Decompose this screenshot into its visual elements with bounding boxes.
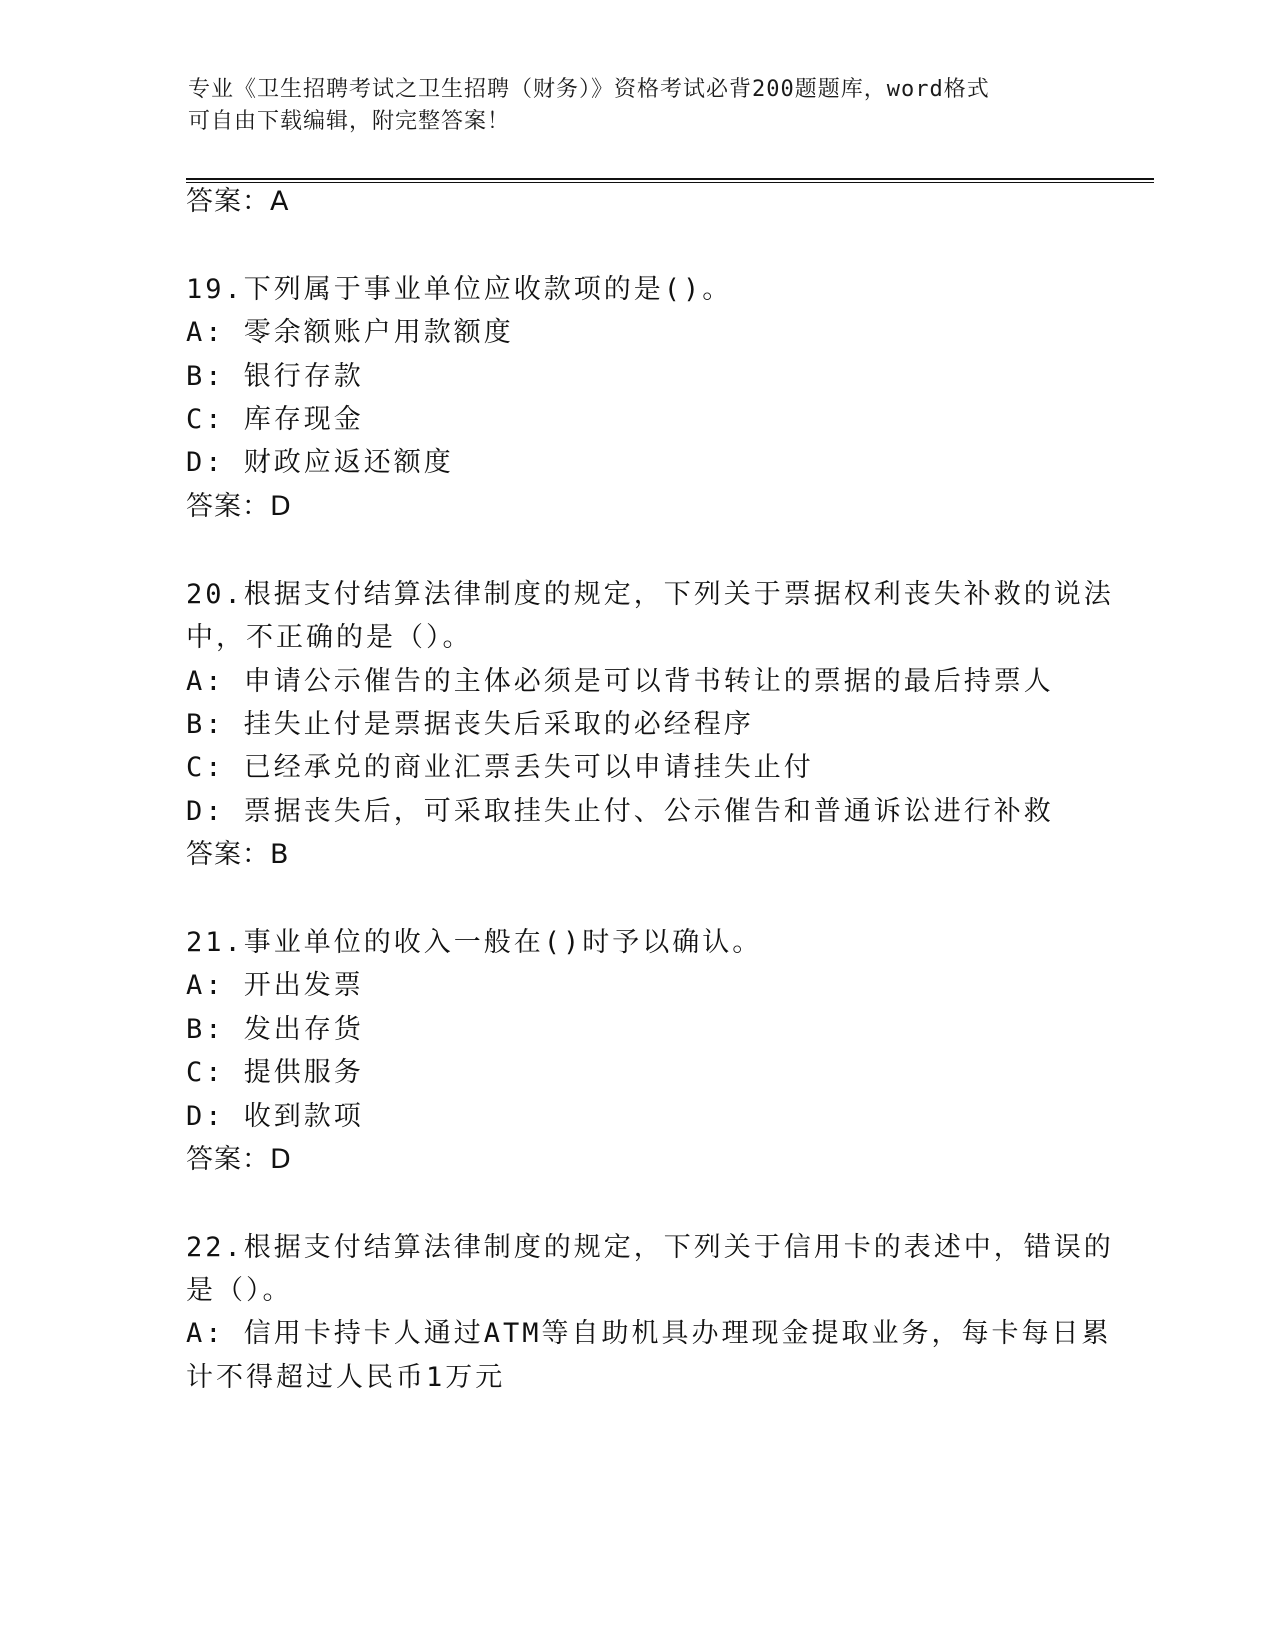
question-19-option-b: B: 银行存款 — [186, 361, 364, 392]
header-line-1: 专业《卫生招聘考试之卫生招聘（财务）》资格考试必背200题题库，word格式 — [188, 77, 990, 102]
question-21-option-a: A: 开出发票 — [186, 970, 364, 1001]
question-21-stem: 21.事业单位的收入一般在()时予以确认。 — [186, 927, 763, 958]
question-20-option-a: A: 申请公示催告的主体必须是可以背书转让的票据的最后持票人 — [186, 666, 1054, 697]
question-20-stem-line-2: 中，不正确的是（）。 — [186, 622, 473, 653]
question-20-option-c: C: 已经承兑的商业汇票丢失可以申请挂失止付 — [186, 752, 814, 783]
question-21-option-d: D: 收到款项 — [186, 1101, 364, 1132]
question-19-stem: 19.下列属于事业单位应收款项的是()。 — [186, 274, 733, 305]
question-19-answer: 答案：D — [186, 491, 292, 522]
question-22-stem-line-2: 是（）。 — [186, 1275, 293, 1306]
question-19-option-d: D: 财政应返还额度 — [186, 447, 454, 478]
question-22-option-a-line-2: 计不得超过人民币1万元 — [186, 1362, 506, 1393]
header-line-2: 可自由下载编辑，附完整答案！ — [188, 109, 511, 134]
question-22-stem-line-1: 22.根据支付结算法律制度的规定，下列关于信用卡的表述中，错误的 — [186, 1232, 1114, 1263]
question-20-answer: 答案：B — [186, 839, 290, 870]
question-20-stem-line-1: 20.根据支付结算法律制度的规定，下列关于票据权利丧失补救的说法 — [186, 579, 1114, 610]
question-21-option-c: C: 提供服务 — [186, 1057, 364, 1088]
question-20-option-b: B: 挂失止付是票据丧失后采取的必经程序 — [186, 709, 754, 740]
question-21-answer: 答案：D — [186, 1144, 292, 1175]
question-21-option-b: B: 发出存货 — [186, 1014, 364, 1045]
header-divider — [186, 178, 1154, 183]
question-19-option-a: A: 零余额账户用款额度 — [186, 317, 514, 348]
question-19-option-c: C: 库存现金 — [186, 404, 364, 435]
question-22-option-a-line-1: A: 信用卡持卡人通过ATM等自助机具办理现金提取业务，每卡每日累 — [186, 1318, 1112, 1349]
page-header — [188, 74, 1068, 138]
answer-18: 答案：A — [186, 186, 290, 217]
question-20-option-d: D: 票据丧失后，可采取挂失止付、公示催告和普通诉讼进行补救 — [186, 796, 1054, 827]
